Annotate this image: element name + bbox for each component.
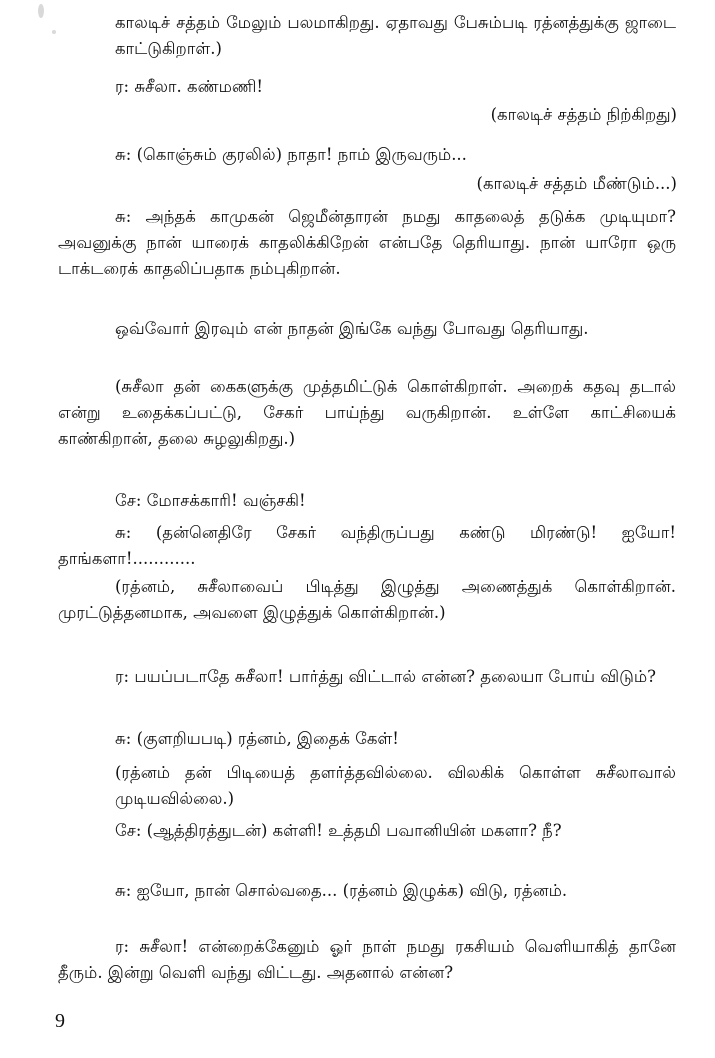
paragraph-12: ர: பயப்படாதே சுசீலா! பார்த்து விட்டால் என்ன? தலையா போய் விடும்? [115,667,656,686]
paragraph-6: சு: அந்தக் காமுகன் ஜெமீன்தாரன் நமது காதலைத் தடுக்க முடியுமா? அவனுக்கு நான் யாரைக் காதலிக்கிறேன் என்பதே தெரியாது. நான் யாரோ ஒரு டாக்டரைக் காதலிப்பதாக நம்புகிறான். [58,207,676,278]
paragraph-9: சே: மோசக்காரி! வஞ்சகி! [115,491,306,510]
stage-direction-right: (காலடிச் சத்தம் மீண்டும்...) [476,174,677,193]
paragraph-2: ர: சுசீலா. கண்மணி! [115,77,264,96]
paragraph-11: (ரத்னம், சுசீலாவைப் பிடித்து இழுத்து அணைத்துக் கொள்கிறான். முரட்டுத்தனமாக, அவளை இழுத்துக் கொள்கிறான்.) [58,577,676,622]
paragraph-4: சு: (கொஞ்சும் குரலில்) நாதா! நாம் இருவரும்... [115,145,467,164]
paragraph-15: சே: (ஆத்திரத்துடன்) கள்ளி! உத்தமி பவானியின் மகளா? நீ? [115,821,562,840]
paragraph-1: காலடிச் சத்தம் மேலும் பலமாகிறது. ஏதாவது பேசும்படி ரத்னத்துக்கு ஜாடை காட்டுகிறாள்.) [115,13,676,58]
paragraph-17: ர: சுசீலா! என்றைக்கேனும் ஓர் நாள் நமது ரகசியம் வெளியாகித் தானே தீரும். இன்று வெளி வந்து விட்டது. அதனால் என்ன? [58,937,676,982]
paragraph-14: (ரத்னம் தன் பிடியைத் தளர்த்தவில்லை. விலகிக் கொள்ள சுசீலாவால் முடியவில்லை.) [115,763,676,808]
paragraph-8: (சுசீலா தன் கைகளுக்கு முத்தமிட்டுக் கொள்கிறாள். அறைக் கதவு தடால் என்று உதைக்கப்பட்டு, சேகர் பாய்ந்து வருகிறான். உள்ளே காட்சியைக் காண்கிறான், தலை சுழலுகிறது.) [58,377,676,448]
paragraph-10: சு: (தன்னெதிரே சேகர் வந்திருப்பது கண்டு மிரண்டு! ஐயோ! தாங்களா!............ [58,523,676,568]
scan-speck [38,4,44,18]
page-number: 9 [55,1010,65,1032]
scan-speck [52,30,56,34]
paragraph-16: சு: ஐயோ, நான் சொல்வதை... (ரத்னம் இழுக்க) விடு, ரத்னம். [115,881,568,900]
stage-direction-right: (காலடிச் சத்தம் நிற்கிறது) [490,105,677,124]
paragraph-7: ஒவ்வோர் இரவும் என் நாதன் இங்கே வந்து போவது தெரியாது. [115,319,589,338]
paragraph-13: சு: (குளறியபடி) ரத்னம், இதைக் கேள்! [115,729,399,748]
